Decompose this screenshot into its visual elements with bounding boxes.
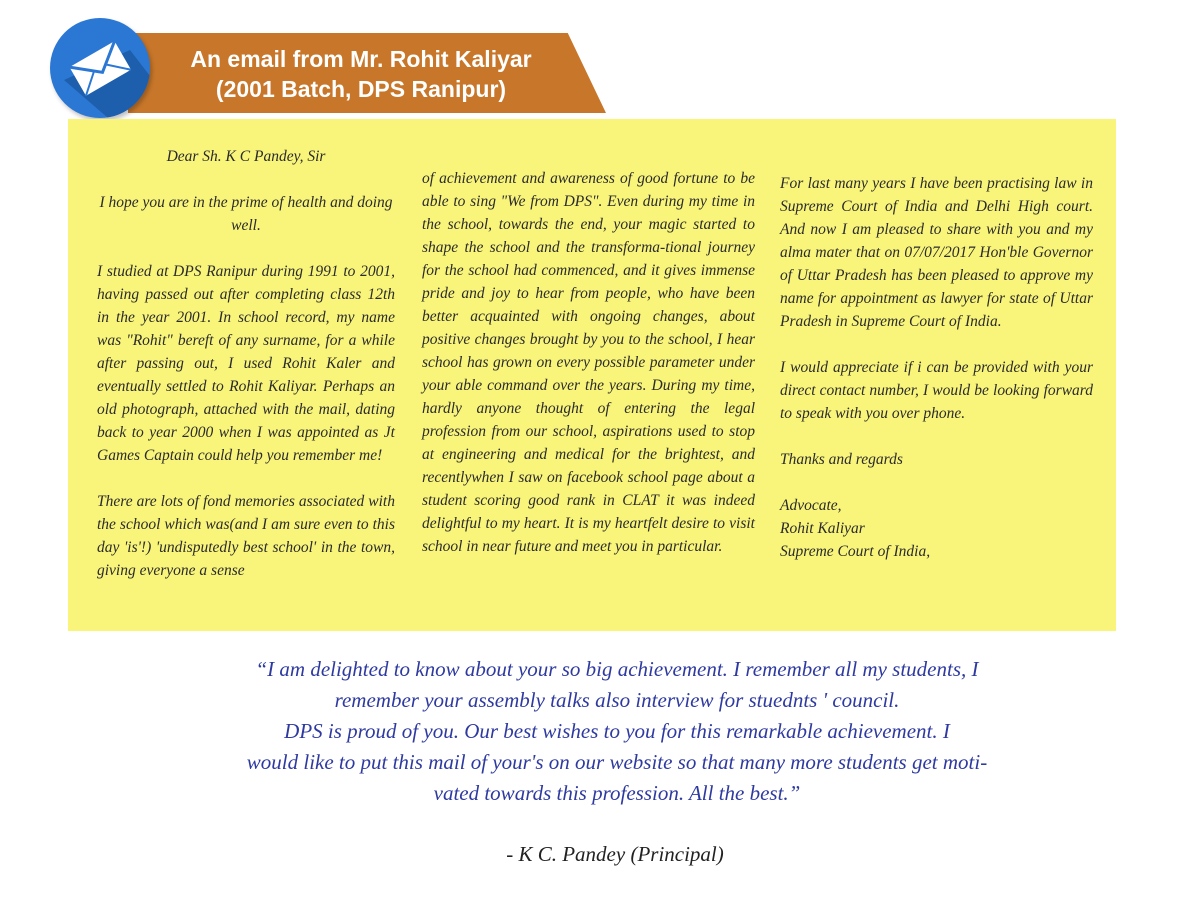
letter-paragraph: of achievement and awareness of good fortune to be able to sing "We from DPS". Even during my time in the school, towards the end, your magic started to shape the school and the transforma-tional journey for the school had commenced, and it gives immense pride and joy to hear from people, who have been better acquainted with ongoing changes, about positive changes brought by you to the school, I hear school has grown on every possible parameter under your able command over the years. During my time, hardly anyone thought of entering the legal profession from our school, aspirations used to stop at engineering and medical for the brightest, and recentlywhen I saw on facebook school page about a student scoring good rank in CLAT it was indeed delightful to my heart. It is my heartfelt desire to visit school in near future and meet you in particular.: [422, 170, 755, 555]
closing: Thanks and regards: [780, 451, 903, 468]
letter-paragraph: I studied at DPS Ranipur during 1991 to 2001, having passed out after completing class 12th in the year 2001. In school record, my name was "Rohit" bereft of any surname, for a while after passing out, I used Rohit Kaler and eventually settled to Rohit Kaliyar. Perhaps an old photograph, attached with the mail, dating back to year 2000 when I was appointed as Jt Games Captain could help you remember me!: [97, 263, 395, 464]
principal-quote: [200, 654, 1034, 809]
signature: [780, 494, 1093, 563]
letter-column-1: [97, 145, 395, 582]
title-line-1: An email from Mr. Rohit Kaliyar: [190, 46, 532, 72]
signature-title: Advocate,: [780, 497, 842, 514]
quote-line: vated towards this profession. All the best.”: [433, 781, 801, 805]
greeting: I hope you are in the prime of health and doing well.: [99, 194, 393, 234]
letter-paragraph: There are lots of fond memories associated with the school which was(and I am sure even to this day 'is'!) 'undisputedly best school' in the town, giving everyone a sense: [97, 493, 395, 579]
quote-line: would like to put this mail of your's on our website so that many more students get moti-: [246, 750, 988, 774]
principal-signoff: - K C. Pandey (Principal): [506, 842, 724, 866]
email-badge: [50, 18, 150, 118]
signature-name: Rohit Kaliyar: [780, 520, 865, 537]
salutation: Dear Sh. K C Pandey, Sir: [166, 148, 326, 165]
letter-paragraph: For last many years I have been practising law in Supreme Court of India and Delhi High court. And now I am pleased to share with you and my alma mater that on 07/07/2017 Hon'ble Governor of Uttar Pradesh has been pleased to approve my name for appointment as lawyer for state of Uttar Pradesh in Supreme Court of India.: [780, 175, 1093, 330]
letter-column-3: [780, 172, 1093, 563]
envelope-icon: [50, 18, 150, 118]
letter-paragraph: I would appreciate if i can be provided with your direct contact number, I would be looking forward to speak with you over phone.: [780, 359, 1093, 422]
letter-column-2: [422, 167, 755, 558]
title-line-2: (2001 Batch, DPS Ranipur): [215, 76, 507, 102]
quote-line: DPS is proud of you. Our best wishes to you for this remarkable achievement. I: [284, 719, 950, 743]
quote-line: remember your assembly talks also interview for stuednts ' council.: [334, 688, 900, 712]
signature-org: Supreme Court of India,: [780, 543, 931, 560]
page-title: [136, 44, 586, 104]
quote-line: “I am delighted to know about your so big achievement. I remember all my students, I: [255, 657, 979, 681]
